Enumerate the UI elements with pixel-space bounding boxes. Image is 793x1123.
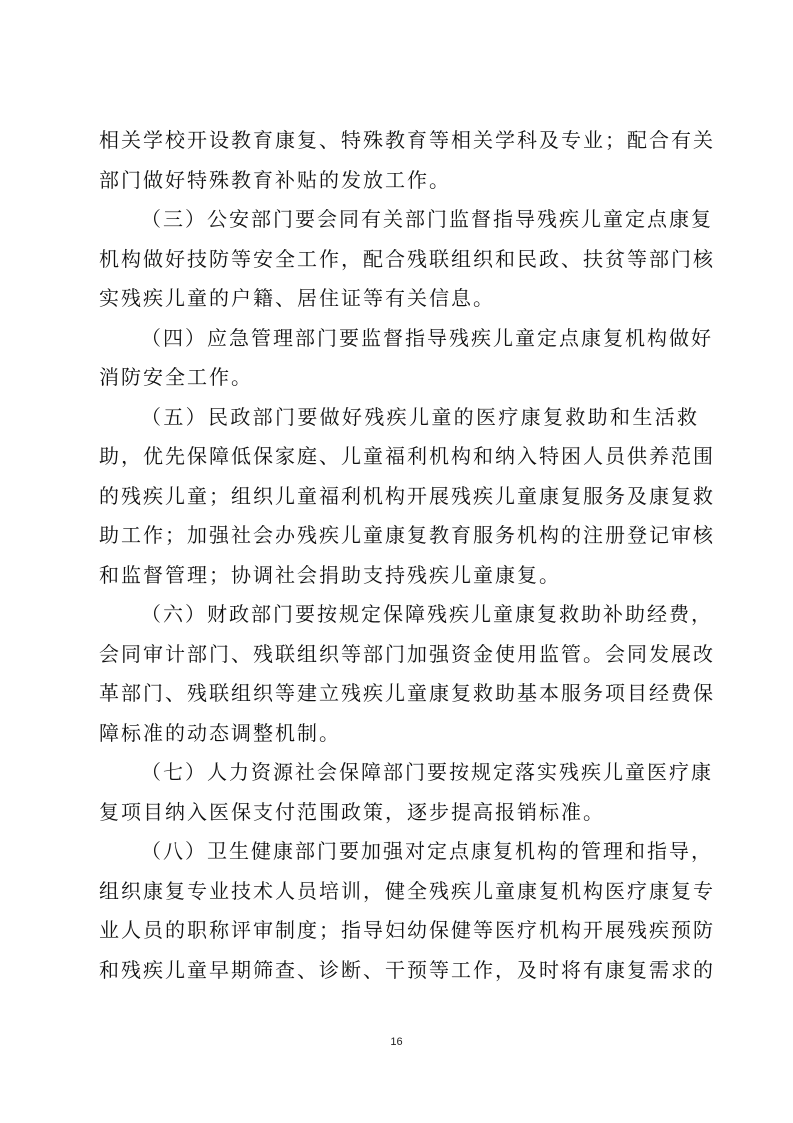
text-line: 机构做好技防等安全工作，配合残联组织和民政、扶贫等部门核 [99, 246, 715, 271]
text-line: （七）人力资源社会保障部门要按规定落实残疾儿童医疗康 [141, 760, 713, 784]
text-line: 消防安全工作。 [99, 365, 253, 389]
text-line: 部门做好特殊教育补贴的发放工作。 [99, 167, 451, 192]
text-line: 和残疾儿童早期筛查、诊断、干预等工作，及时将有康复需求的 [99, 957, 715, 982]
text-line: 和监督管理；协调社会捐助支持残疾儿童康复。 [99, 562, 561, 587]
text-line: 业人员的职称评审制度；指导妇幼保健等医疗机构开展残疾预防 [99, 918, 715, 942]
text-line: 助，优先保障低保家庭、儿童福利机构和纳入特困人员供养范围 [99, 444, 715, 468]
text-line: （三）公安部门要会同有关部门监督指导残疾儿童定点康复 [141, 207, 713, 231]
text-line: 相关学校开设教育康复、特殊教育等相关学科及专业；配合有关 [99, 128, 715, 152]
text-line: （五）民政部门要做好残疾儿童的医疗康复救助和生活救 [141, 404, 699, 429]
text-line: 组织康复专业技术人员培训，健全残疾儿童康复机构医疗康复专 [99, 878, 715, 903]
text-line: 助工作；加强社会办残疾儿童康复教育服务机构的注册登记审核 [99, 523, 715, 547]
text-line: 会同审计部门、残联组织等部门加强资金使用监管。会同发展改 [99, 641, 715, 666]
text-line: （八）卫生健康部门要加强对定点康复机构的管理和指导， [141, 839, 713, 863]
text-line: （六）财政部门要按规定保障残疾儿童康复救助补助经费， [141, 602, 713, 626]
body-text [99, 121, 715, 990]
text-line: 革部门、残联组织等建立残疾儿童康复救助基本服务项目经费保 [99, 681, 715, 705]
page-number: 16 [390, 1036, 403, 1048]
text-line: 的残疾儿童；组织儿童福利机构开展残疾儿童康复服务及康复救 [99, 483, 715, 508]
text-line: 实残疾儿童的户籍、居住证等有关信息。 [99, 286, 495, 310]
text-line: 复项目纳入医保支付范围政策，逐步提高报销标准。 [99, 799, 605, 824]
text-line: 障标准的动态调整机制。 [99, 720, 341, 745]
text-line: （四）应急管理部门要监督指导残疾儿童定点康复机构做好 [141, 325, 713, 350]
